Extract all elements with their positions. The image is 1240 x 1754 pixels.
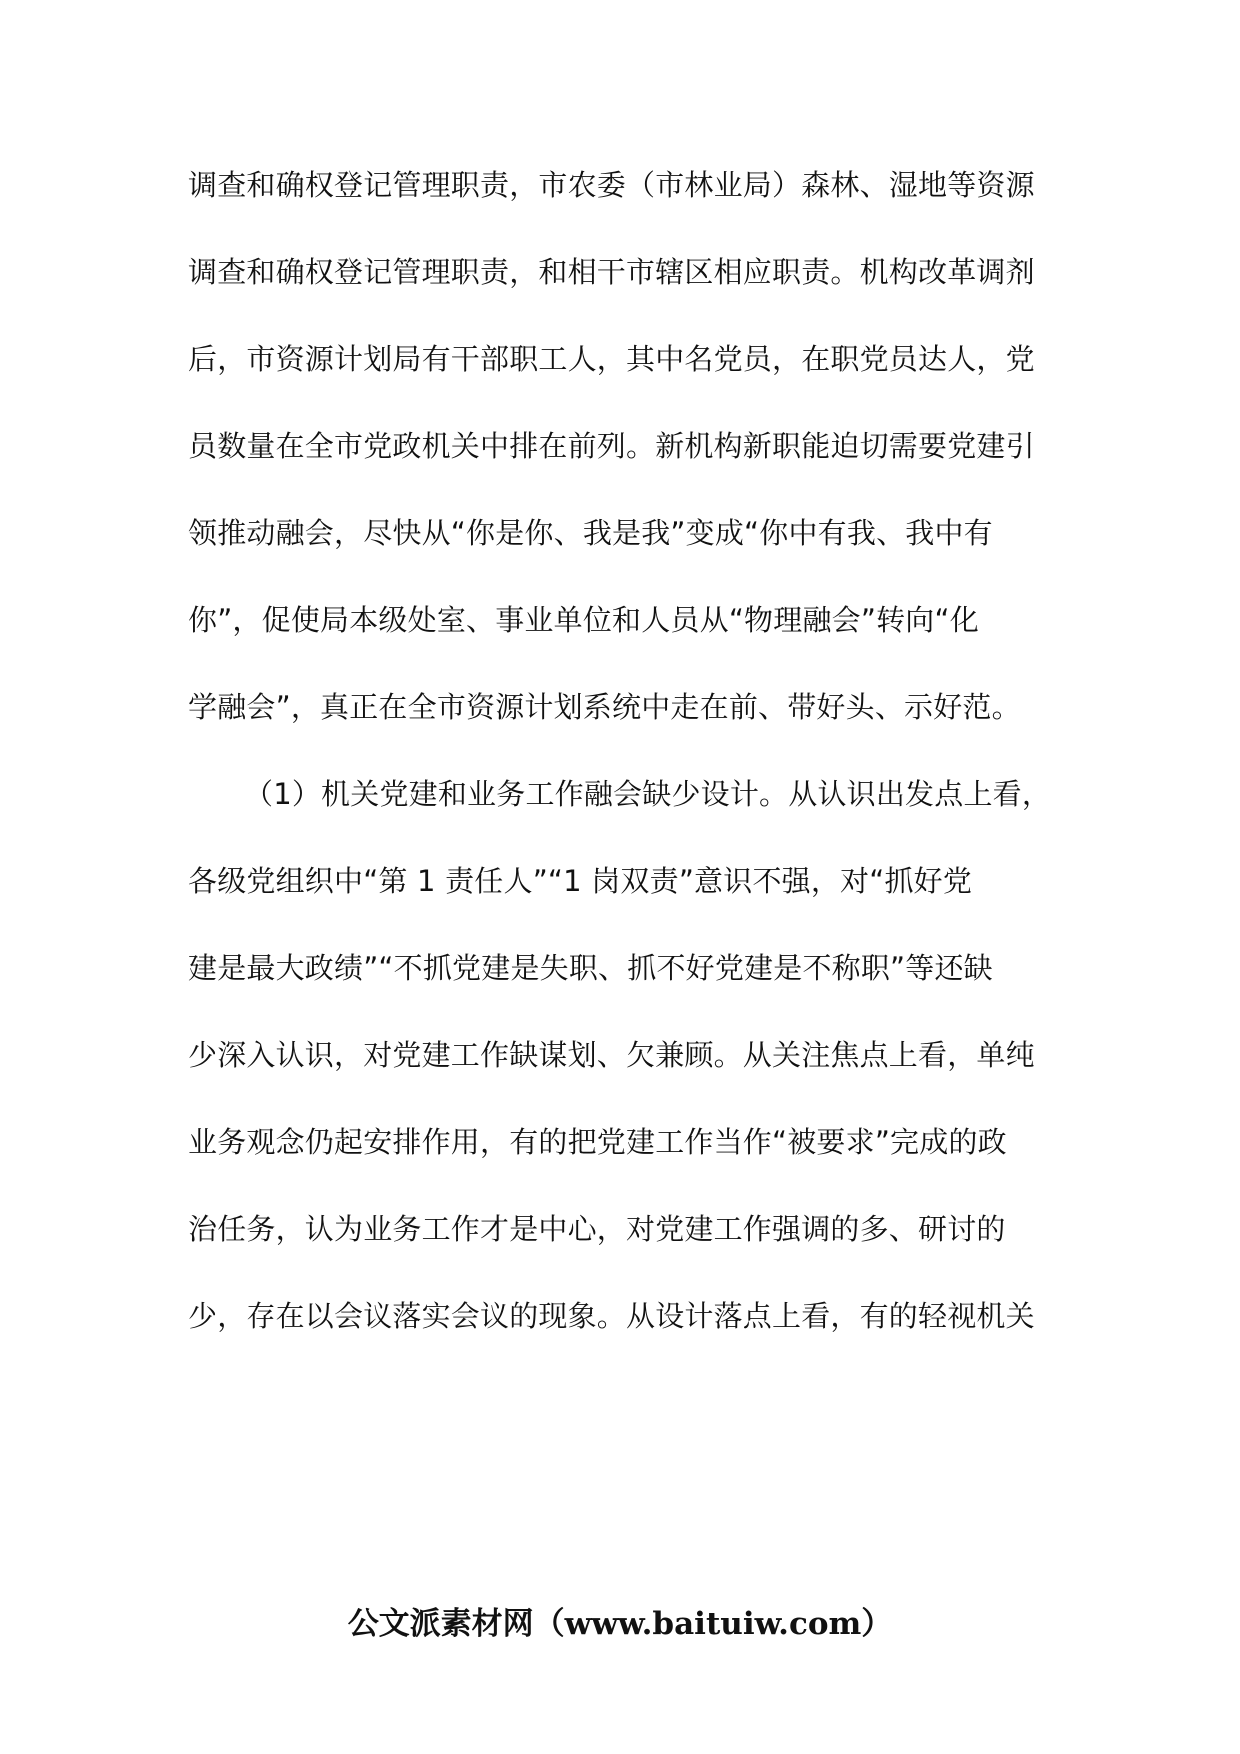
text-line: 调查和确权登记管理职责，市农委（市林业局）森林、湿地等资源: [188, 168, 1035, 202]
text-line: 建是最大政绩”“不抓党建是失职、抓不好党建是不称职”等还缺: [188, 951, 993, 985]
text-line: 各级党组织中“第 1 责任人”“1 岗双责”意识不强，对“抓好党: [188, 864, 973, 898]
text-line: 你”，促使局本级处室、事业单位和人员从“物理融会”转向“化: [188, 603, 979, 637]
text-line: 领推动融会，尽快从“你是你、我是我”变成“你中有我、我中有: [188, 516, 993, 550]
text-line: 治任务，认为业务工作才是中心，对党建工作强调的多、研讨的: [188, 1212, 1006, 1246]
text-line: 少深入认识，对党建工作缺谋划、欠兼顾。从关注焦点上看，单纯: [188, 1038, 1035, 1072]
text-line: 少，存在以会议落实会议的现象。从设计落点上看，有的轻视机关: [188, 1299, 1035, 1333]
page-footer-watermark: 公文派素材网（www.baituiw.com）: [347, 1606, 893, 1642]
text-line: 员数量在全市党政机关中排在前列。新机构新职能迫切需要党建引: [188, 429, 1035, 463]
text-line: 业务观念仍起安排作用，有的把党建工作当作“被要求”完成的政: [188, 1125, 1007, 1159]
text-line: 后，市资源计划局有干部职工人，其中名党员，在职党员达人，党: [188, 342, 1035, 376]
paragraph-first-line: （1）机关党建和业务工作融会缺少设计。从认识出发点上看，: [244, 777, 1052, 811]
text-line: 调查和确权登记管理职责，和相干市辖区相应职责。机构改革调剂: [188, 255, 1035, 289]
text-line: 学融会”，真正在全市资源计划系统中走在前、带好头、示好范。: [188, 690, 1021, 724]
